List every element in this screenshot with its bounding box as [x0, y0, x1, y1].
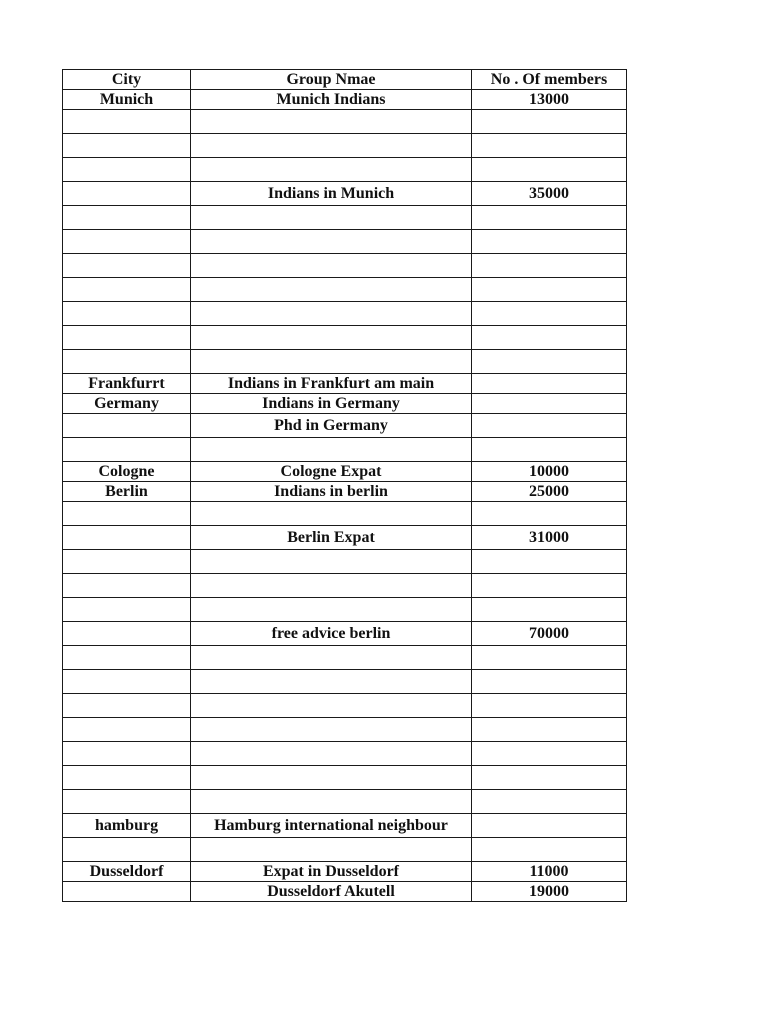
cell-city [63, 550, 191, 574]
table-body [63, 90, 627, 902]
cell-members [472, 766, 627, 790]
cell-group-name [191, 598, 472, 622]
cell-group-name [191, 278, 472, 302]
cell-members [472, 110, 627, 134]
table-row [63, 646, 627, 670]
cell-group-name [191, 742, 472, 766]
table-row [63, 278, 627, 302]
cell-group-name: Berlin Expat [191, 526, 472, 550]
cell-city [63, 438, 191, 462]
cell-group-name [191, 502, 472, 526]
cell-members [472, 502, 627, 526]
table-row [63, 90, 627, 110]
cell-members [472, 414, 627, 438]
table-row [63, 158, 627, 182]
table-row [63, 814, 627, 838]
cell-members: 11000 [472, 862, 627, 882]
cell-city: Frankfurrt [63, 374, 191, 394]
cell-members [472, 438, 627, 462]
cell-group-name [191, 790, 472, 814]
cell-group-name [191, 438, 472, 462]
cell-group-name: Phd in Germany [191, 414, 472, 438]
cell-members [472, 278, 627, 302]
table-row [63, 414, 627, 438]
table-row [63, 110, 627, 134]
table-header-row [63, 70, 627, 90]
table-row [63, 206, 627, 230]
cell-city [63, 502, 191, 526]
table-row [63, 550, 627, 574]
cell-city [63, 134, 191, 158]
table-row [63, 394, 627, 414]
cell-members [472, 838, 627, 862]
cell-city [63, 206, 191, 230]
cell-city: Germany [63, 394, 191, 414]
cell-city [63, 790, 191, 814]
cell-city [63, 110, 191, 134]
cell-city [63, 326, 191, 350]
cell-group-name [191, 110, 472, 134]
cell-group-name: Indians in berlin [191, 482, 472, 502]
table-row [63, 742, 627, 766]
cell-city [63, 718, 191, 742]
cell-group-name [191, 766, 472, 790]
cell-group-name: Hamburg international neighbour [191, 814, 472, 838]
cell-city [63, 622, 191, 646]
cell-group-name: free advice berlin [191, 622, 472, 646]
cell-members: 25000 [472, 482, 627, 502]
table-row [63, 302, 627, 326]
table-row [63, 134, 627, 158]
cell-group-name: Indians in Frankfurt am main [191, 374, 472, 394]
table-row [63, 374, 627, 394]
cell-members [472, 598, 627, 622]
cell-members [472, 646, 627, 670]
cell-city [63, 742, 191, 766]
table-row [63, 438, 627, 462]
cell-group-name: Indians in Germany [191, 394, 472, 414]
cell-group-name [191, 158, 472, 182]
cell-members [472, 394, 627, 414]
table-row [63, 350, 627, 374]
table-row [63, 766, 627, 790]
cell-city [63, 694, 191, 718]
cell-members: 70000 [472, 622, 627, 646]
cell-city [63, 574, 191, 598]
cell-group-name [191, 230, 472, 254]
table-row [63, 790, 627, 814]
table-row [63, 838, 627, 862]
table-row [63, 462, 627, 482]
cell-members [472, 814, 627, 838]
cell-group-name [191, 550, 472, 574]
table-row [63, 882, 627, 902]
table-row [63, 502, 627, 526]
cell-city [63, 670, 191, 694]
cell-city [63, 182, 191, 206]
table-row [63, 326, 627, 350]
cell-members: 10000 [472, 462, 627, 482]
cell-group-name [191, 694, 472, 718]
cell-city [63, 414, 191, 438]
cell-city [63, 838, 191, 862]
cell-members [472, 742, 627, 766]
cell-city [63, 598, 191, 622]
cell-city [63, 278, 191, 302]
cell-members [472, 694, 627, 718]
table-row [63, 862, 627, 882]
cell-city [63, 230, 191, 254]
cell-group-name [191, 670, 472, 694]
cell-group-name: Cologne Expat [191, 462, 472, 482]
cell-members [472, 574, 627, 598]
table-row [63, 526, 627, 550]
cell-members: 13000 [472, 90, 627, 110]
cell-group-name [191, 326, 472, 350]
table-row [63, 574, 627, 598]
cell-group-name: Dusseldorf Akutell [191, 882, 472, 902]
cell-members [472, 550, 627, 574]
column-header-group-name: Group Nmae [191, 70, 472, 90]
column-header-members: No . Of members [472, 70, 627, 90]
cell-members [472, 350, 627, 374]
table-row [63, 622, 627, 646]
cell-members [472, 158, 627, 182]
cell-city [63, 646, 191, 670]
cell-city: hamburg [63, 814, 191, 838]
table-row [63, 230, 627, 254]
cell-group-name [191, 206, 472, 230]
table-row [63, 718, 627, 742]
cell-members [472, 718, 627, 742]
cell-members: 31000 [472, 526, 627, 550]
cell-group-name [191, 718, 472, 742]
cell-city: Munich [63, 90, 191, 110]
table-row [63, 694, 627, 718]
cell-city [63, 302, 191, 326]
cell-city [63, 766, 191, 790]
cell-city: Cologne [63, 462, 191, 482]
table-row [63, 482, 627, 502]
table-row [63, 598, 627, 622]
cell-members: 35000 [472, 182, 627, 206]
cell-members [472, 790, 627, 814]
cell-group-name [191, 838, 472, 862]
cell-group-name [191, 134, 472, 158]
cell-group-name [191, 574, 472, 598]
cell-members: 19000 [472, 882, 627, 902]
cell-members [472, 326, 627, 350]
city-groups-table [62, 69, 627, 902]
cell-members [472, 670, 627, 694]
cell-members [472, 374, 627, 394]
cell-group-name [191, 646, 472, 670]
cell-city [63, 254, 191, 278]
cell-group-name [191, 350, 472, 374]
table-row [63, 254, 627, 278]
cell-group-name [191, 302, 472, 326]
cell-members [472, 302, 627, 326]
cell-members [472, 254, 627, 278]
table-row [63, 182, 627, 206]
table-row [63, 670, 627, 694]
cell-city [63, 882, 191, 902]
column-header-city: City [63, 70, 191, 90]
cell-city [63, 350, 191, 374]
cell-city: Dusseldorf [63, 862, 191, 882]
cell-group-name: Expat in Dusseldorf [191, 862, 472, 882]
cell-group-name: Munich Indians [191, 90, 472, 110]
cell-members [472, 206, 627, 230]
cell-city [63, 526, 191, 550]
cell-group-name [191, 254, 472, 278]
cell-city [63, 158, 191, 182]
cell-city: Berlin [63, 482, 191, 502]
cell-members [472, 230, 627, 254]
cell-group-name: Indians in Munich [191, 182, 472, 206]
cell-members [472, 134, 627, 158]
